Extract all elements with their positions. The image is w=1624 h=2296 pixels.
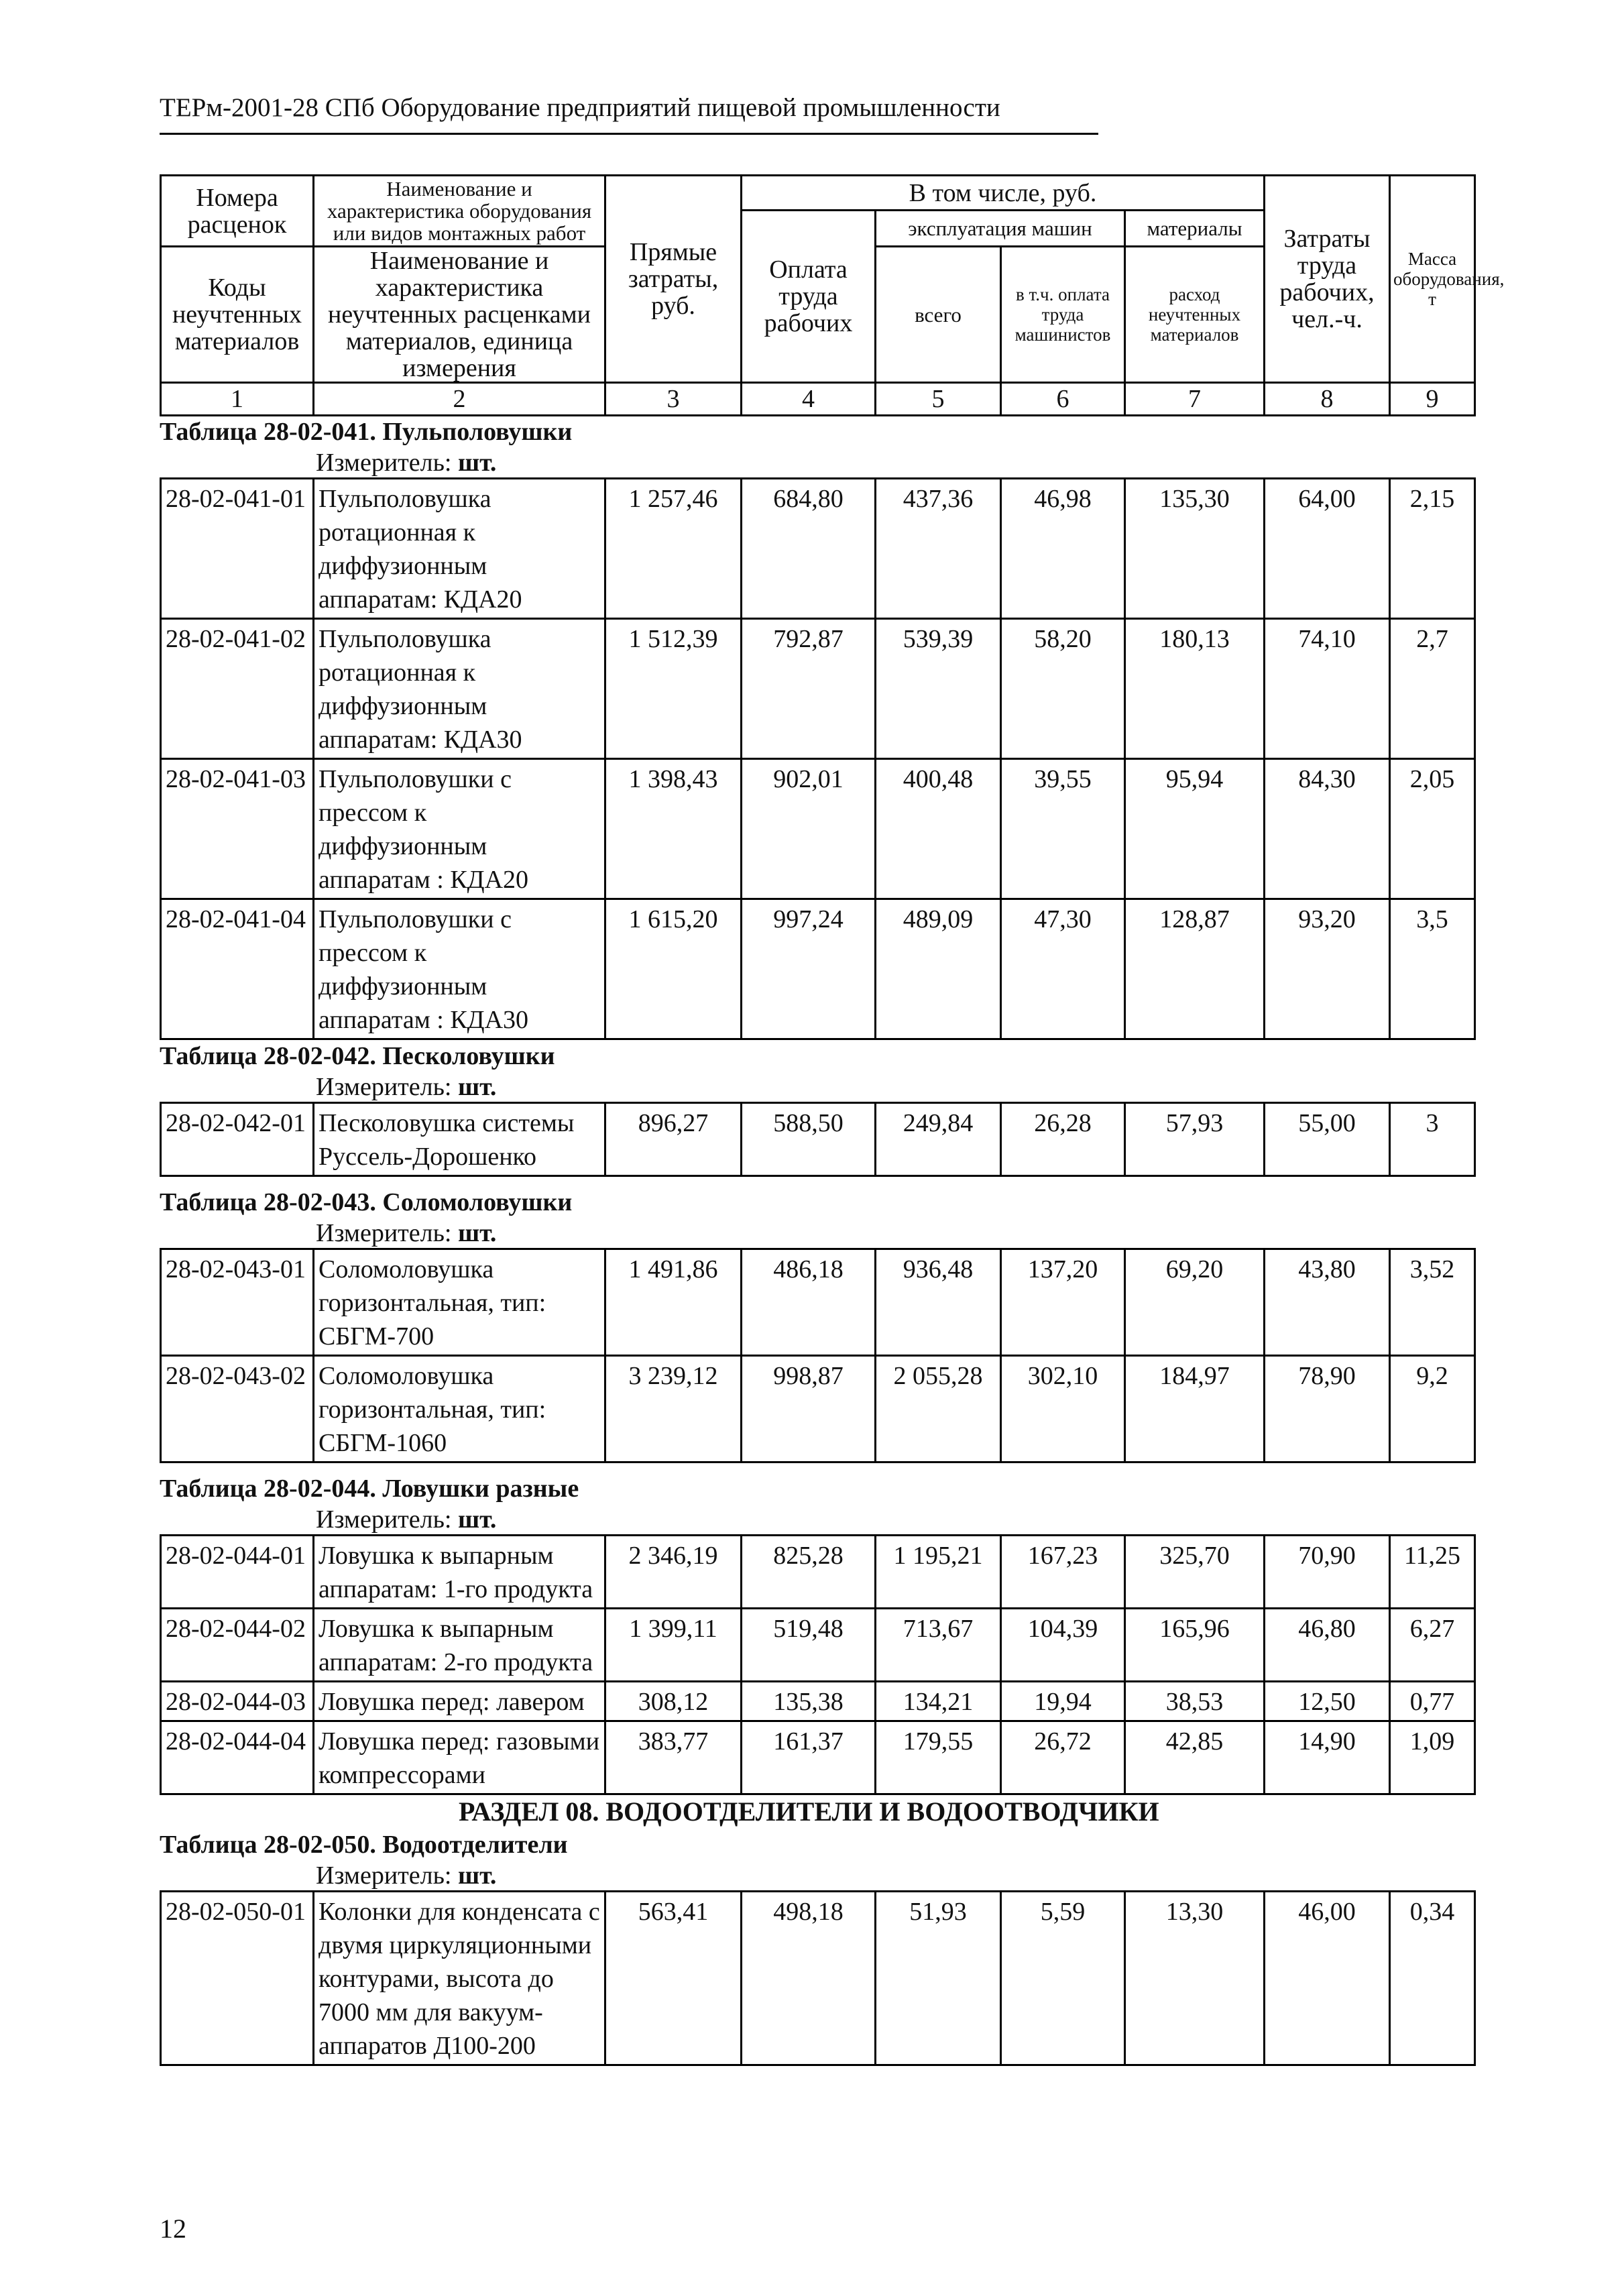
value-labor-pay: 519,48	[742, 1609, 876, 1682]
header-work-name: Наименование и характеристика оборудования или видов монтажных работ	[314, 176, 605, 247]
value-labor-pay: 825,28	[742, 1536, 876, 1609]
header-codes: Номера расценок	[161, 176, 314, 247]
value-mass: 3,52	[1390, 1249, 1475, 1356]
rate-code: 28-02-042-01	[161, 1103, 314, 1176]
column-number: 8	[1265, 383, 1390, 416]
value-direct-costs: 3 239,12	[605, 1356, 742, 1462]
value-mass: 0,77	[1390, 1682, 1475, 1721]
value-materials: 42,85	[1125, 1721, 1265, 1794]
value-direct-costs: 1 399,11	[605, 1609, 742, 1682]
rate-code: 28-02-044-04	[161, 1721, 314, 1794]
value-machines-total: 2 055,28	[876, 1356, 1001, 1462]
unit-label: Измеритель:	[316, 1505, 452, 1534]
unit-label: Измеритель:	[316, 1219, 452, 1247]
work-name: Ловушка к выпарным аппаратам: 2-го продукта	[314, 1609, 605, 1682]
rate-code: 28-02-044-01	[161, 1536, 314, 1609]
table-row	[161, 759, 1475, 899]
value-mass: 3,5	[1390, 899, 1475, 1039]
unit-line	[316, 448, 1474, 477]
value-operator-pay: 137,20	[1001, 1249, 1125, 1356]
value-materials: 180,13	[1125, 619, 1265, 759]
header-operator-pay: в т.ч. оплата труда машинистов	[1001, 247, 1125, 383]
value-mass: 2,7	[1390, 619, 1475, 759]
value-direct-costs: 1 257,46	[605, 479, 742, 619]
rate-table	[160, 1890, 1476, 2066]
value-labor-pay: 902,01	[742, 759, 876, 899]
value-labor-costs: 46,00	[1265, 1892, 1390, 2065]
rate-code: 28-02-044-03	[161, 1682, 314, 1721]
table-row	[161, 1356, 1475, 1462]
header-material-usage: расход неучтенных материалов	[1125, 247, 1265, 383]
rate-tables	[160, 416, 1474, 2066]
value-labor-costs: 43,80	[1265, 1249, 1390, 1356]
value-materials: 165,96	[1125, 1609, 1265, 1682]
value-labor-costs: 14,90	[1265, 1721, 1390, 1794]
table-row	[161, 1682, 1475, 1721]
rate-code: 28-02-041-03	[161, 759, 314, 899]
value-machines-total: 179,55	[876, 1721, 1001, 1794]
value-labor-costs: 78,90	[1265, 1356, 1390, 1462]
value-direct-costs: 383,77	[605, 1721, 742, 1794]
value-direct-costs: 896,27	[605, 1103, 742, 1176]
value-operator-pay: 26,72	[1001, 1721, 1125, 1794]
table-row	[161, 899, 1475, 1039]
value-machines-total: 936,48	[876, 1249, 1001, 1356]
header-material-names: Наименование и характеристика неучтенных расценками материалов, единица измерения	[314, 247, 605, 383]
spacer	[160, 1463, 1474, 1473]
value-machines-total: 249,84	[876, 1103, 1001, 1176]
value-materials: 38,53	[1125, 1682, 1265, 1721]
value-labor-pay: 135,38	[742, 1682, 876, 1721]
unit-label: Измеритель:	[316, 449, 452, 477]
rate-code: 28-02-044-02	[161, 1609, 314, 1682]
value-mass: 1,09	[1390, 1721, 1475, 1794]
table-caption: Таблица 28-02-044. Ловушки разные	[160, 1475, 579, 1503]
value-materials: 184,97	[1125, 1356, 1265, 1462]
value-machines-total: 489,09	[876, 899, 1001, 1039]
value-machines-total: 437,36	[876, 479, 1001, 619]
value-mass: 2,15	[1390, 479, 1475, 619]
table-caption: Таблица 28-02-042. Песколовушки	[160, 1042, 555, 1070]
table-row	[161, 1249, 1475, 1356]
value-labor-pay: 486,18	[742, 1249, 876, 1356]
value-operator-pay: 47,30	[1001, 899, 1125, 1039]
column-header-table	[160, 174, 1505, 416]
work-name: Пульполовушки с прессом к диффузионным аппаратам : КДА20	[314, 759, 605, 899]
value-direct-costs: 2 346,19	[605, 1536, 742, 1609]
value-machines-total: 1 195,21	[876, 1536, 1001, 1609]
value-machines-total: 400,48	[876, 759, 1001, 899]
value-operator-pay: 19,94	[1001, 1682, 1125, 1721]
work-name: Песколовушка системы Руссель-Дорошенко	[314, 1103, 605, 1176]
value-direct-costs: 1 398,43	[605, 759, 742, 899]
table-row	[161, 1892, 1475, 2065]
unit-label: Измеритель:	[316, 1861, 452, 1890]
header-rule	[160, 133, 1098, 135]
header-including: В том числе, руб.	[742, 176, 1265, 211]
column-number: 6	[1001, 383, 1125, 416]
value-labor-costs: 46,80	[1265, 1609, 1390, 1682]
unit-label: Измеритель:	[316, 1073, 452, 1101]
value-materials: 128,87	[1125, 899, 1265, 1039]
column-number: 3	[605, 383, 742, 416]
value-mass: 11,25	[1390, 1536, 1475, 1609]
unit-line	[316, 1218, 1474, 1248]
value-mass: 6,27	[1390, 1609, 1475, 1682]
table-row	[161, 1536, 1475, 1609]
unit-value: шт.	[458, 449, 497, 477]
value-materials: 135,30	[1125, 479, 1265, 619]
column-number: 5	[876, 383, 1001, 416]
value-materials: 13,30	[1125, 1892, 1265, 2065]
unit-line	[316, 1072, 1474, 1102]
work-name: Ловушка перед: лавером	[314, 1682, 605, 1721]
value-operator-pay: 39,55	[1001, 759, 1125, 899]
table-row	[161, 1721, 1475, 1794]
header-labor-pay: Оплата труда рабочих	[742, 211, 876, 383]
work-name: Ловушка перед: газовыми компрессорами	[314, 1721, 605, 1794]
page-number: 12	[160, 2214, 186, 2244]
work-name: Пульполовушки с прессом к диффузионным аппаратам : КДА30	[314, 899, 605, 1039]
work-name: Ловушка к выпарным аппаратам: 1-го продукта	[314, 1536, 605, 1609]
rate-code: 28-02-041-01	[161, 479, 314, 619]
unit-value: шт.	[458, 1505, 497, 1534]
column-number: 1	[161, 383, 314, 416]
unit-value: шт.	[458, 1073, 497, 1101]
value-operator-pay: 167,23	[1001, 1536, 1125, 1609]
table-row	[161, 1103, 1475, 1176]
value-labor-costs: 55,00	[1265, 1103, 1390, 1176]
value-labor-pay: 997,24	[742, 899, 876, 1039]
unit-value: шт.	[458, 1861, 497, 1890]
header-machines: эксплуатация машин	[876, 211, 1125, 247]
value-direct-costs: 1 512,39	[605, 619, 742, 759]
header-mass: Масса оборудования, т	[1390, 176, 1475, 383]
value-machines-total: 51,93	[876, 1892, 1001, 2065]
value-operator-pay: 5,59	[1001, 1892, 1125, 2065]
value-operator-pay: 26,28	[1001, 1103, 1125, 1176]
value-labor-pay: 161,37	[742, 1721, 876, 1794]
value-labor-pay: 498,18	[742, 1892, 876, 2065]
value-machines-total: 539,39	[876, 619, 1001, 759]
table-caption: Таблица 28-02-043. Соломоловушки	[160, 1188, 573, 1216]
rate-code: 28-02-043-02	[161, 1356, 314, 1462]
value-machines-total: 713,67	[876, 1609, 1001, 1682]
value-materials: 57,93	[1125, 1103, 1265, 1176]
value-mass: 9,2	[1390, 1356, 1475, 1462]
unit-line	[316, 1861, 1474, 1890]
value-labor-costs: 12,50	[1265, 1682, 1390, 1721]
work-name: Соломоловушка горизонтальная, тип: СБГМ-1060	[314, 1356, 605, 1462]
value-operator-pay: 302,10	[1001, 1356, 1125, 1462]
value-labor-costs: 84,30	[1265, 759, 1390, 899]
value-mass: 2,05	[1390, 759, 1475, 899]
value-direct-costs: 563,41	[605, 1892, 742, 2065]
work-name: Соломоловушка горизонтальная, тип: СБГМ-700	[314, 1249, 605, 1356]
value-mass: 0,34	[1390, 1892, 1475, 2065]
rate-code: 28-02-050-01	[161, 1892, 314, 2065]
value-labor-costs: 74,10	[1265, 619, 1390, 759]
value-labor-costs: 70,90	[1265, 1536, 1390, 1609]
header-direct-costs: Прямые затраты, руб.	[605, 176, 742, 383]
value-labor-pay: 792,87	[742, 619, 876, 759]
spacer	[160, 1177, 1474, 1186]
header-material-codes: Коды неучтенных материалов	[161, 247, 314, 383]
rate-code: 28-02-041-04	[161, 899, 314, 1039]
value-labor-pay: 684,80	[742, 479, 876, 619]
column-number: 4	[742, 383, 876, 416]
value-labor-costs: 93,20	[1265, 899, 1390, 1039]
column-number: 9	[1390, 383, 1475, 416]
value-labor-pay: 588,50	[742, 1103, 876, 1176]
unit-line	[316, 1505, 1474, 1534]
header-labor-costs: Затраты труда рабочих, чел.-ч.	[1265, 176, 1390, 383]
table-row	[161, 619, 1475, 759]
running-header: ТЕРм-2001-28 СПб Оборудование предприятий пищевой промышленности	[160, 93, 1000, 122]
column-number: 7	[1125, 383, 1265, 416]
rate-code: 28-02-041-02	[161, 619, 314, 759]
column-number: 2	[314, 383, 605, 416]
value-labor-costs: 64,00	[1265, 479, 1390, 619]
value-direct-costs: 1 491,86	[605, 1249, 742, 1356]
table-caption: Таблица 28-02-050. Водоотделители	[160, 1831, 568, 1859]
rate-table	[160, 477, 1476, 1040]
table-row	[161, 479, 1475, 619]
value-direct-costs: 308,12	[605, 1682, 742, 1721]
work-name: Пульполовушка ротационная к диффузионным аппаратам: КДА30	[314, 619, 605, 759]
value-mass: 3	[1390, 1103, 1475, 1176]
rate-table	[160, 1102, 1476, 1177]
value-direct-costs: 1 615,20	[605, 899, 742, 1039]
value-labor-pay: 998,87	[742, 1356, 876, 1462]
work-name: Пульполовушка ротационная к диффузионным аппаратам: КДА20	[314, 479, 605, 619]
unit-value: шт.	[458, 1219, 497, 1247]
value-machines-total: 134,21	[876, 1682, 1001, 1721]
value-operator-pay: 46,98	[1001, 479, 1125, 619]
table-row	[161, 1609, 1475, 1682]
work-name: Колонки для конденсата с двумя циркуляционными контурами, высота до 7000 мм для вакуум-аппаратов Д100-200	[314, 1892, 605, 2065]
value-operator-pay: 104,39	[1001, 1609, 1125, 1682]
rate-table	[160, 1248, 1476, 1463]
rate-code: 28-02-043-01	[161, 1249, 314, 1356]
section-title: РАЗДЕЛ 08. ВОДООТДЕЛИТЕЛИ И ВОДООТВОДЧИКИ	[459, 1796, 1159, 1827]
table-caption: Таблица 28-02-041. Пульполовушки	[160, 418, 573, 446]
value-materials: 325,70	[1125, 1536, 1265, 1609]
rate-table	[160, 1534, 1476, 1795]
header-machines-total: всего	[876, 247, 1001, 383]
value-materials: 69,20	[1125, 1249, 1265, 1356]
header-materials: материалы	[1125, 211, 1265, 247]
value-materials: 95,94	[1125, 759, 1265, 899]
value-operator-pay: 58,20	[1001, 619, 1125, 759]
